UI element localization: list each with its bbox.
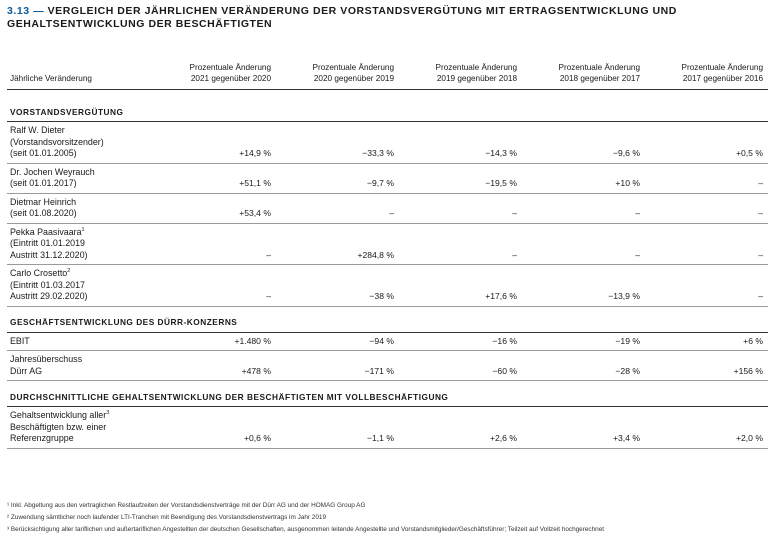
table-row bbox=[7, 265, 768, 307]
value-cell: +156 % bbox=[645, 351, 768, 381]
value-cell: −13,9 % bbox=[522, 265, 645, 307]
section-title: DURCHSCHNITTLICHE GEHALTSENTWICKLUNG DER BESCHÄFTIGTEN MIT VOLLBESCHÄFTIGUNG bbox=[7, 391, 768, 407]
section-gap bbox=[7, 381, 768, 392]
value-cell: – bbox=[645, 193, 768, 223]
value-cell: +17,6 % bbox=[399, 265, 522, 307]
section-title: GESCHÄFTSENTWICKLUNG DES DÜRR-KONZERNS bbox=[7, 317, 768, 333]
footnote-marker: 3 bbox=[106, 410, 110, 417]
footnote: ³ Berücksichtigung aller tariflichen und außertariflichen Angestellten der deutschen Gesellschaften, ausgenommen leitende Angestellte und Vorstandsmitglieder/Geschäftsführer; Teilzeit auf Vollzeit hochgerechnet bbox=[7, 526, 605, 533]
row-label-line bbox=[10, 137, 148, 149]
row-label-line bbox=[10, 410, 148, 422]
footnotes bbox=[7, 500, 772, 536]
gap-cell bbox=[7, 90, 768, 107]
table-number: 3.13 — bbox=[7, 5, 45, 17]
header-row bbox=[7, 50, 768, 90]
value-cell: −19 % bbox=[522, 332, 645, 351]
row-label-text: Pekka Paasivaara bbox=[10, 226, 82, 237]
value-cell: +0,5 % bbox=[645, 122, 768, 164]
column-header-line: 2018 gegenüber 2017 bbox=[559, 73, 640, 83]
column-header-line: 2021 gegenüber 2020 bbox=[190, 73, 271, 83]
row-label-text: (seit 01.01.2017) bbox=[10, 178, 77, 188]
row-label-line bbox=[10, 238, 148, 250]
value-cell: +53,4 % bbox=[153, 193, 276, 223]
row-label-line bbox=[10, 148, 148, 160]
row-label-text: Jahresüberschuss bbox=[10, 354, 83, 364]
row-label-line bbox=[10, 354, 148, 366]
column-header bbox=[153, 50, 276, 90]
row-label-line bbox=[10, 336, 148, 348]
section-gap bbox=[7, 90, 768, 107]
row-label-line bbox=[10, 268, 148, 280]
column-header bbox=[276, 50, 399, 90]
value-cell: −19,5 % bbox=[399, 163, 522, 193]
row-label-text: (Eintritt 01.01.2019 bbox=[10, 238, 85, 248]
section-header bbox=[7, 317, 768, 333]
value-cell: – bbox=[153, 223, 276, 265]
table-row bbox=[7, 163, 768, 193]
table-title bbox=[7, 5, 767, 31]
row-label-line bbox=[10, 433, 148, 445]
row-label bbox=[7, 265, 153, 307]
row-label-line bbox=[10, 197, 148, 209]
header-first-cell: Jährliche Veränderung bbox=[7, 50, 153, 90]
row-label-text: (Eintritt 01.03.2017 bbox=[10, 279, 85, 290]
column-header-line: Prozentuale Änderung bbox=[312, 63, 394, 72]
row-label-text: Beschäftigten bzw. einer bbox=[10, 421, 107, 432]
row-label bbox=[7, 407, 153, 449]
row-label-line bbox=[10, 178, 148, 190]
row-label-line bbox=[10, 422, 148, 434]
value-cell: −14,3 % bbox=[399, 122, 522, 164]
value-cell: – bbox=[399, 193, 522, 223]
value-cell: +51,1 % bbox=[153, 163, 276, 193]
gap-cell bbox=[7, 381, 768, 392]
footnote-marker: 2 bbox=[67, 268, 71, 275]
table-body bbox=[7, 50, 768, 448]
row-label-text: Dr. Jochen Weyrauch bbox=[10, 166, 95, 177]
value-cell: −9,6 % bbox=[522, 122, 645, 164]
value-cell: – bbox=[645, 163, 768, 193]
value-cell: +0,6 % bbox=[153, 407, 276, 449]
value-cell: −1,1 % bbox=[276, 407, 399, 449]
value-cell: +14,9 % bbox=[153, 122, 276, 164]
row-label bbox=[7, 163, 153, 193]
value-cell: +2,0 % bbox=[645, 407, 768, 449]
table-row bbox=[7, 122, 768, 164]
table-title-text: VERGLEICH DER JÄHRLICHEN VERÄNDERUNG DER VORSTANDSVERGÜTUNG MIT ERTRAGSENTWICKLUNG UND GEHALTSENTWICKLUNG DER BESCHÄFTIGTEN bbox=[7, 5, 677, 30]
table-row bbox=[7, 193, 768, 223]
value-cell: – bbox=[276, 193, 399, 223]
column-header bbox=[645, 50, 768, 90]
column-header-line: Prozentuale Änderung bbox=[558, 63, 640, 72]
value-cell: – bbox=[522, 223, 645, 265]
row-label-line bbox=[10, 167, 148, 179]
row-label bbox=[7, 193, 153, 223]
row-label-text: Austritt 31.12.2020) bbox=[10, 249, 88, 260]
column-header-line: Prozentuale Änderung bbox=[189, 63, 271, 72]
value-cell: – bbox=[399, 223, 522, 265]
footnote-marker: 1 bbox=[81, 226, 85, 233]
value-cell: +284,8 % bbox=[276, 223, 399, 265]
row-label-line bbox=[10, 125, 148, 137]
footnote: ² Zuwendung sämtlicher noch laufender LTI-Tranchen mit Beendigung des Vorstandsdienstvertrags im Jahr 2019 bbox=[7, 514, 326, 521]
column-header-line: 2019 gegenüber 2018 bbox=[436, 73, 517, 83]
gap-cell bbox=[7, 306, 768, 317]
row-label-text: Dürr AG bbox=[10, 365, 43, 376]
column-header-line: 2017 gegenüber 2016 bbox=[682, 73, 763, 83]
value-cell: +3,4 % bbox=[522, 407, 645, 449]
row-label bbox=[7, 223, 153, 265]
section-title: VORSTANDSVERGÜTUNG bbox=[7, 106, 768, 122]
row-label-text: Austritt 29.02.2020) bbox=[10, 291, 88, 301]
row-label-text: Carlo Crosetto bbox=[10, 268, 68, 278]
value-cell: −171 % bbox=[276, 351, 399, 381]
section-header bbox=[7, 106, 768, 122]
value-cell: −38 % bbox=[276, 265, 399, 307]
section-header bbox=[7, 391, 768, 407]
row-label bbox=[7, 332, 153, 351]
value-cell: – bbox=[645, 265, 768, 307]
row-label-line bbox=[10, 366, 148, 378]
value-cell: +2,6 % bbox=[399, 407, 522, 449]
value-cell: +1.480 % bbox=[153, 332, 276, 351]
section-gap bbox=[7, 306, 768, 317]
value-cell: +6 % bbox=[645, 332, 768, 351]
value-cell: – bbox=[645, 223, 768, 265]
footnote: ¹ Inkl. Abgeltung aus den vertraglichen Restlaufzeiten der Vorstandsdienstverträge mit der Dürr AG und der HOMAG Group AG bbox=[7, 502, 366, 509]
value-cell: −33,3 % bbox=[276, 122, 399, 164]
value-cell: −60 % bbox=[399, 351, 522, 381]
row-label-text: (seit 01.01.2005) bbox=[10, 148, 77, 158]
row-label-text: Dietmar Heinrich bbox=[10, 196, 77, 207]
row-label-text: Gehaltsentwicklung aller bbox=[10, 410, 107, 420]
table-row bbox=[7, 223, 768, 265]
value-cell: −28 % bbox=[522, 351, 645, 381]
row-label-text: Referenzgruppe bbox=[10, 433, 74, 443]
value-cell: −16 % bbox=[399, 332, 522, 351]
row-label-line bbox=[10, 280, 148, 292]
row-label-text: (seit 01.08.2020) bbox=[10, 208, 77, 218]
column-header-line: 2020 gegenüber 2019 bbox=[313, 73, 394, 83]
row-label-line bbox=[10, 227, 148, 239]
value-cell: −94 % bbox=[276, 332, 399, 351]
row-label-text: (Vorstandsvorsitzender) bbox=[10, 136, 104, 147]
row-label-line bbox=[10, 208, 148, 220]
row-label bbox=[7, 351, 153, 381]
comparison-table bbox=[7, 50, 768, 449]
value-cell: – bbox=[522, 193, 645, 223]
row-label-line bbox=[10, 291, 148, 303]
table-row bbox=[7, 332, 768, 351]
value-cell: −9,7 % bbox=[276, 163, 399, 193]
row-label bbox=[7, 122, 153, 164]
row-label-text: EBIT bbox=[10, 335, 30, 346]
column-header bbox=[399, 50, 522, 90]
row-label-line bbox=[10, 250, 148, 262]
row-label-text: Ralf W. Dieter bbox=[10, 125, 65, 135]
table-row bbox=[7, 407, 768, 449]
column-header-line: Prozentuale Änderung bbox=[435, 63, 517, 72]
table-row bbox=[7, 351, 768, 381]
column-header bbox=[522, 50, 645, 90]
value-cell: +10 % bbox=[522, 163, 645, 193]
value-cell: +478 % bbox=[153, 351, 276, 381]
value-cell: – bbox=[153, 265, 276, 307]
column-header-line: Prozentuale Änderung bbox=[681, 63, 763, 72]
